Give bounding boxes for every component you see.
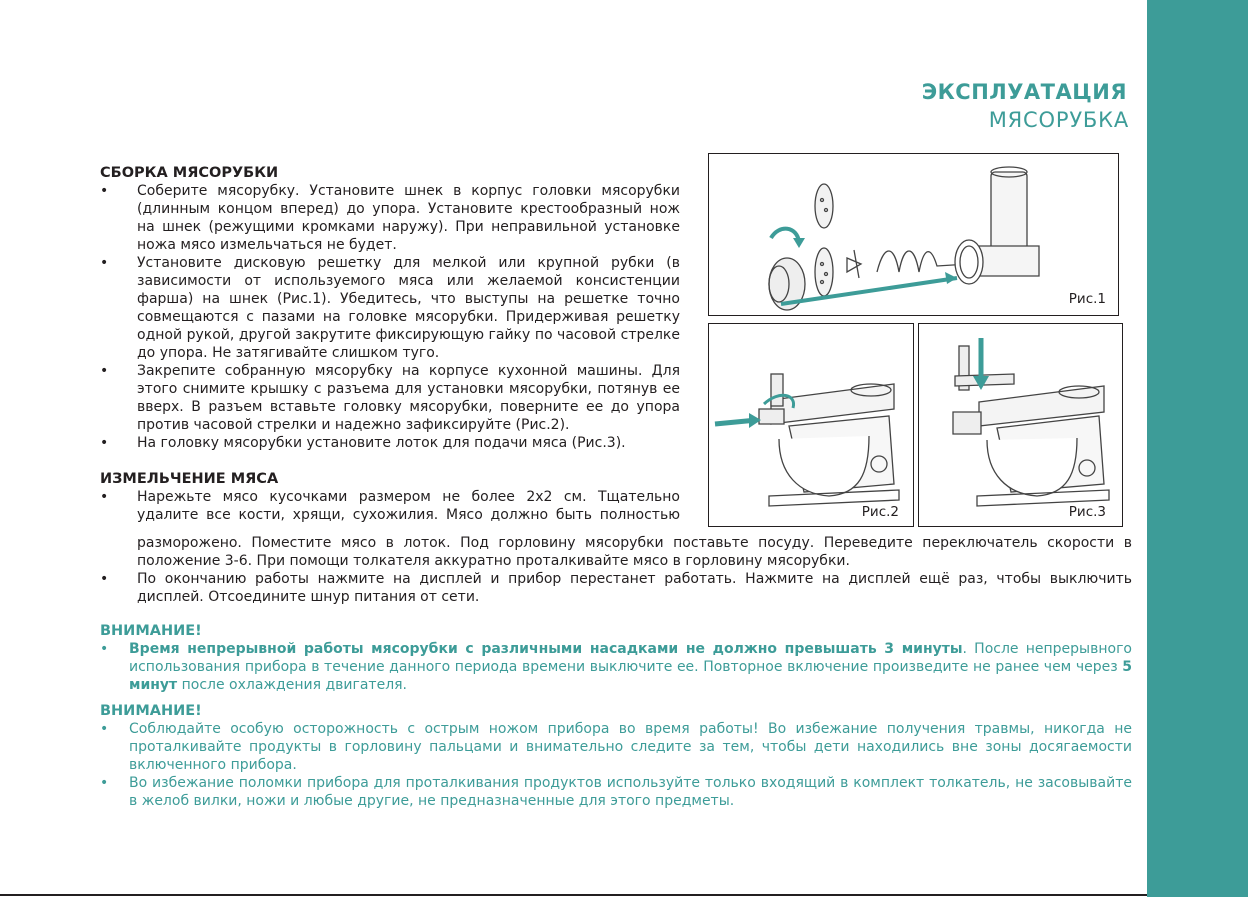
figure-caption: Рис.3 [1068, 504, 1106, 520]
warning-heading: ВНИМАНИЕ! [100, 623, 202, 639]
mincing-heading: ИЗМЕЛЬЧЕНИЕ МЯСА [100, 471, 279, 487]
list-item: • Закрепите собранную мясорубку на корпусе кухонной машины. Для этого снимите крышку с разъема для установки мясорубки, потянув ее вверх. В разъем вставьте головку мясорубки, поверните ее до упора против часовой стрелки и надежно зафиксируйте (Рис.2). [100, 363, 680, 433]
mincing-continued [100, 534, 1132, 606]
list-item-continued: разморожено. Поместите мясо в лоток. Под горловину мясорубки поставьте посуду. Переведите переключатель скорости в положение 3-6. При помощи толкателя аккуратно проталкивайте мясо в горловину мясорубки. [137, 535, 1132, 569]
bullet: • [100, 641, 109, 657]
bullet: • [100, 255, 109, 271]
list-item: • Соблюдайте особую осторожность с острым ножом прибора во время работы! Во избежание получения травмы, никогда не проталкивайте продукты в горловину пальцами и внимательно следите за тем, чтобы дети находились вне зоны досягаемости включенного прибора. [100, 721, 1132, 773]
bullet: • [100, 435, 109, 451]
section-title: ЭКСПЛУАТАЦИЯ [921, 80, 1127, 104]
list-item: • Установите дисковую решетку для мелкой или крупной рубки (в зависимости от используемого мяса или желаемой консистенции фарша) на шнек (Рис.1). Убедитесь, что выступы на решетке точно совмещаются с пазами на головке мясорубки. Придерживая решетку одной рукой, другой закрутите фиксирующую гайку по часовой стрелке до упора. Не затягивайте слишком туго. [100, 255, 680, 361]
feeding-tray-illustration [919, 324, 1121, 525]
bullet: • [100, 489, 109, 505]
stand-mixer-attach-illustration [709, 324, 912, 525]
list-item: • Во избежание поломки прибора для проталкивания продуктов используйте только входящий в комплект толкатель, не засовывайте в желоб вилки, ножи и любые другие, не предназначенные для этого предметы. [100, 775, 1132, 809]
section-subtitle: МЯСОРУБКА [988, 108, 1129, 132]
side-color-band [1147, 0, 1248, 897]
list-item: • По окончанию работы нажмите на дисплей и прибор перестанет работать. Нажмите на дисплей ещё раз, чтобы выключить дисплей. Отсоедините шнур питания от сети. [100, 571, 1132, 605]
bullet: • [100, 775, 109, 791]
figure-caption: Рис.2 [861, 504, 899, 520]
list-item: • Соберите мясорубку. Установите шнек в корпус головки мясорубки (длинным концом вперед) до упора. Установите крестообразный нож на шнек (режущими кромками наружу). При неправильной установке ножа мясо измельчаться не будет. [100, 183, 680, 253]
warning-section-1 [100, 622, 1132, 694]
bullet: • [100, 183, 109, 199]
list-item: • Нарежьте мясо кусочками размером не более 2х2 см. Тщательно удалите все кости, хрящи, сухожилия. Мясо должно быть полностью [100, 489, 680, 523]
bullet: • [100, 363, 109, 379]
warning-section-2 [100, 702, 1132, 810]
list-item: • На головку мясорубки установите лоток для подачи мяса (Рис.3). [100, 435, 626, 451]
warning-emphasis: Время непрерывной работы мясорубки с различными насадками не должно превышать 3 минуты [129, 641, 963, 657]
meat-grinder-parts-illustration [709, 154, 1117, 314]
figure-3 [918, 323, 1123, 527]
assembly-section [100, 164, 680, 452]
figure-1 [708, 153, 1119, 316]
bullet: • [100, 721, 109, 737]
list-item: • Время непрерывной работы мясорубки с различными насадками не должно превышать 3 минуты. После непрерывного использования прибора в течение данного периода времени выключите ее. Повторное включение произведите не ранее чем через 5 минут после охлаждения двигателя. [100, 641, 1132, 693]
assembly-list [100, 182, 680, 452]
warning-emphasis-time: 5 минут [129, 659, 1132, 693]
figure-caption: Рис.1 [1068, 291, 1106, 307]
mincing-section [100, 470, 680, 524]
bullet: • [100, 571, 109, 587]
bottom-rule [0, 894, 1147, 896]
figure-2 [708, 323, 914, 527]
warning-heading: ВНИМАНИЕ! [100, 703, 202, 719]
assembly-heading: СБОРКА МЯСОРУБКИ [100, 165, 279, 181]
